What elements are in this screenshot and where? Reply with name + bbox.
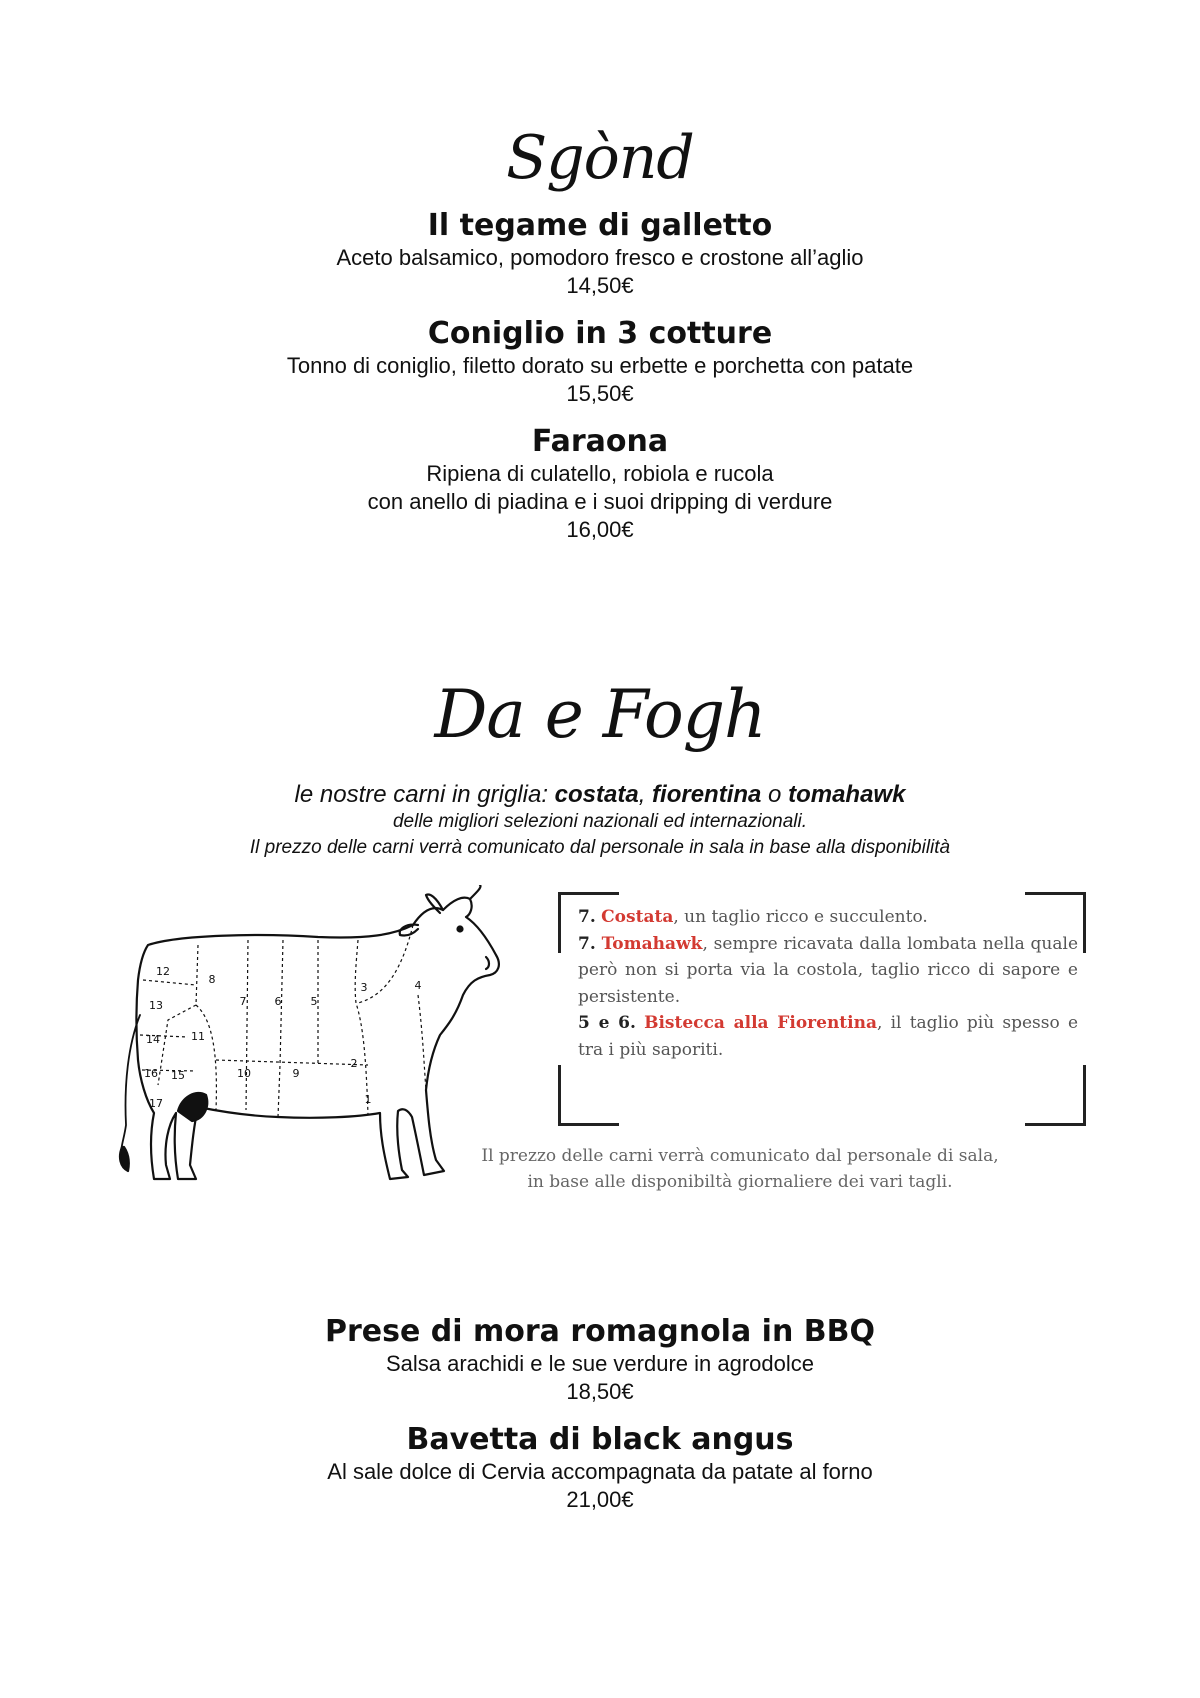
dish-description: con anello di piadina e i suoi dripping di verdure (367, 489, 833, 514)
cow-cut-label: 3 (360, 981, 368, 994)
cut-name-tomahawk: Tomahawk (601, 933, 703, 954)
cut-costata-entry (578, 904, 1078, 931)
cut-text: , sempre ricavata dalla lombata nella quale però non si porta via la costola, taglio ricco di sapore e persistente. (578, 933, 1079, 1007)
dish-description: Aceto balsamico, pomodoro fresco e crostone all’aglio (336, 245, 864, 270)
dish-prese-mora (0, 1314, 1200, 1406)
cow-cut-label: 16 (144, 1067, 158, 1080)
dish-description: Tonno di coniglio, filetto dorato su erbette e porchetta con patate (286, 353, 914, 378)
intro-lead: le nostre carni in griglia: (294, 781, 555, 808)
intro-line-2: delle migliori selezioni nazionali ed internazionali. (392, 811, 807, 832)
intro-cut-costata: costata (554, 781, 639, 808)
dish-faraona (0, 424, 1200, 544)
cut-text: , il taglio più spesso e tra i più saporiti. (578, 1013, 1079, 1060)
section-title-secondi: Sgònd (506, 123, 694, 193)
dish-price: 14,50€ (566, 273, 634, 298)
price-note (420, 1143, 1060, 1195)
cuts-panel (558, 892, 1086, 1126)
dish-coniglio (0, 316, 1200, 408)
cow-cut-label: 9 (292, 1067, 300, 1080)
cut-number: 7. (578, 907, 596, 927)
grill-intro (0, 779, 1200, 811)
cow-cut-label: 7 (239, 995, 247, 1008)
intro-separator: o (761, 781, 789, 808)
cut-name-fiorentina: Bistecca alla Fiorentina (644, 1013, 877, 1033)
dish-price: 21,00€ (566, 1487, 634, 1512)
intro-line-3: Il prezzo delle carni verrà comunicato dal personale in sala in base alla disponibilità (249, 837, 951, 858)
cow-cut-label: 6 (274, 995, 282, 1008)
dish-name: Prese di mora romagnola in BBQ (325, 1314, 875, 1349)
intro-separator: , (638, 781, 653, 808)
cut-number: 5 e 6. (578, 1013, 636, 1033)
cow-cut-label: 12 (156, 965, 170, 978)
cow-cut-label: 8 (208, 973, 216, 986)
dish-name: Faraona (531, 424, 669, 459)
cut-name-costata: Costata (601, 907, 674, 927)
cow-cut-label: 10 (237, 1067, 251, 1080)
cut-text: , un taglio ricco e succulento. (673, 907, 928, 927)
cow-cut-label: 2 (350, 1057, 358, 1070)
cow-cut-label: 14 (146, 1033, 160, 1046)
cow-cut-label: 4 (414, 979, 422, 992)
cut-fiorentina-entry (578, 1010, 1078, 1063)
panel-corner-bottom-right (1025, 1065, 1086, 1126)
price-note-line: in base alle disponibiltà giornaliere dei vari tagli. (527, 1172, 953, 1192)
dish-name: Il tegame di galletto (427, 208, 773, 243)
dish-name: Bavetta di black angus (406, 1422, 794, 1457)
cuts-description (578, 904, 1078, 1063)
section-title-fuoco: Da e Fogh (434, 676, 766, 753)
dish-price: 15,50€ (566, 381, 634, 406)
price-note-line: Il prezzo delle carni verrà comunicato dal personale di sala, (481, 1146, 999, 1166)
dish-price: 16,00€ (566, 517, 634, 542)
dish-description: Ripiena di culatello, robiola e rucola (426, 461, 774, 486)
dish-galletto (0, 208, 1200, 300)
cow-cuts-illustration (118, 885, 538, 1185)
dish-price: 18,50€ (566, 1379, 634, 1404)
intro-cut-fiorentina: fiorentina (652, 781, 762, 808)
panel-corner-bottom-left (558, 1065, 619, 1126)
dish-bavetta (0, 1422, 1200, 1514)
cut-number: 7. (578, 933, 596, 954)
dish-description: Salsa arachidi e le sue verdure in agrodolce (385, 1351, 815, 1376)
cow-cut-label: 11 (191, 1030, 205, 1043)
intro-cut-tomahawk: tomahawk (788, 781, 906, 808)
cow-cut-label: 15 (171, 1069, 185, 1082)
cut-tomahawk-entry (578, 931, 1078, 1011)
cow-cut-label: 5 (310, 995, 318, 1008)
cow-cut-label: 13 (149, 999, 163, 1012)
dish-name: Coniglio in 3 cotture (427, 316, 773, 351)
cow-cut-label: 1 (364, 1093, 372, 1106)
cow-cut-label: 17 (149, 1097, 163, 1110)
dish-description: Al sale dolce di Cervia accompagnata da patate al forno (327, 1459, 873, 1484)
